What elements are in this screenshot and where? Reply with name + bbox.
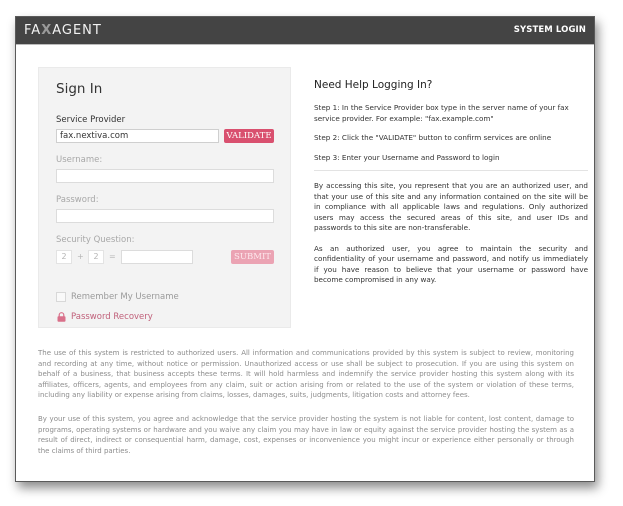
logo-text-suffix: AGENT [52,23,102,38]
password-input[interactable] [56,209,274,223]
security-equals: = [109,252,116,261]
password-label: Password: [56,195,99,205]
lock-icon [57,312,66,322]
security-operand-2: 2 [88,250,104,264]
service-provider-label: Service Provider [56,115,126,125]
validate-button[interactable]: VALIDATE [224,129,274,143]
remember-username-checkbox[interactable] [56,292,66,302]
help-step-2: Step 2: Click the "VALIDATE" button to confirm services are online [314,133,552,142]
help-authorization-paragraph: By accessing this site, you represent that you are an authorized user, and that your use of this site and any information contained on the site will be in compliance with all applicable laws and regulations. Only authorized users may access the secured areas of this site, and user IDs and passwords to this site are non-transferable. [314,181,588,232]
sign-in-title: Sign In [56,81,103,97]
legal-notice-usage: The use of this system is restricted to authorized users. All information and communications provided by this system is subject to review, monitoring and recording at any time, without notice or permission. Unauthorized access or use shall be subject to prosecution. If you are using this system on behalf of a business, that business accepts these terms. It will hold harmless and indemnify the service provider hosting this system along with its affiliates, officers, agents, and employees from any claim, suit or action arising from or related to the use of the system or violation of these terms, including any liability or expense arising from claims, losses, damages, suits, judgments, litigation costs and attorney fees. [38,349,574,399]
sign-in-panel [38,67,291,328]
logo-text-prefix: FA [24,23,42,38]
top-bar [16,17,594,45]
security-operand-1: 2 [56,250,72,264]
service-provider-input[interactable]: fax.nextiva.com [56,129,219,143]
page-title: SYSTEM LOGIN [513,25,586,35]
login-window [15,16,595,482]
help-divider [314,170,588,171]
help-step-3: Step 3: Enter your Username and Password to login [314,152,500,162]
submit-button[interactable]: SUBMIT [231,250,274,264]
legal-notice-liability: By your use of this system, you agree and acknowledge that the service provider hosting the system is not liable for content, lost content, damage to programs, operating systems or hardware and you waive any claim you may have in law or equity against the service provider hosting the system as a result of direct, indirect or consequential harm, damage, cost, expenses or inconvenience you might incur or experience either personally or through the claims of third parties. [38,415,574,455]
help-title: Need Help Logging In? [314,79,433,91]
help-step-1: Step 1: In the Service Provider box type in the server name of your fax service provider. For example: "fax.example.com" [314,103,569,123]
username-input[interactable] [56,169,274,183]
security-operator: + [77,252,84,261]
security-question-label: Security Question: [56,235,135,245]
help-section [314,79,588,286]
faxagent-logo [24,23,102,38]
password-recovery-link[interactable]: Password Recovery [71,312,153,322]
security-answer-input[interactable] [121,250,193,264]
help-confidentiality-paragraph: As an authorized user, you agree to maintain the security and confidentiality of your username and password, and notify us immediately if you have reason to believe that your username or password have become compromised in any way. [314,243,588,284]
remember-username-label[interactable]: Remember My Username [71,292,179,302]
username-label: Username: [56,155,103,165]
logo-x-mark: X [41,23,53,38]
